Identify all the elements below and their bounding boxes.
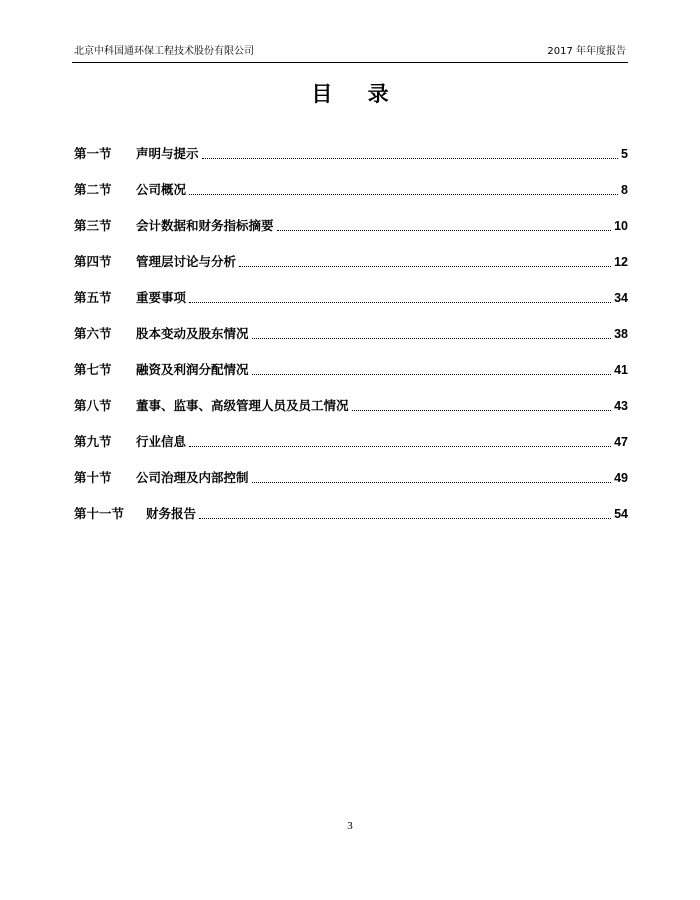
toc-section-number: 第三节 [74, 218, 112, 233]
header-company-name: 北京中科国通环保工程技术股份有限公司 [74, 46, 254, 57]
toc-entry-5[interactable] [74, 270, 628, 306]
toc-section-title: 融资及利润分配情况 [136, 362, 249, 377]
toc-page-number: 38 [614, 327, 628, 341]
toc-section-title: 管理层讨论与分析 [136, 254, 237, 269]
toc-entry-9[interactable] [74, 414, 628, 450]
toc-entry-2[interactable] [74, 162, 628, 198]
toc-dot-leader [239, 265, 611, 267]
toc-section-number: 第五节 [74, 290, 112, 305]
toc-section-number: 第十一节 [74, 506, 125, 521]
toc-page-number: 43 [614, 399, 628, 413]
toc-heading: 目 录 [311, 82, 403, 106]
toc-entry-6[interactable] [74, 306, 628, 342]
toc-section-title: 公司概况 [136, 182, 187, 197]
toc-section-number: 第二节 [74, 182, 112, 197]
toc-page-number: 5 [621, 147, 628, 161]
toc-entry-1[interactable] [74, 126, 628, 162]
toc-section-title: 会计数据和财务指标摘要 [136, 218, 274, 233]
toc-section-number: 第六节 [74, 326, 112, 341]
toc-entry-7[interactable] [74, 342, 628, 378]
toc-dot-leader [277, 229, 612, 231]
toc-section-number: 第九节 [74, 434, 112, 449]
toc-entry-4[interactable] [74, 234, 628, 270]
toc-section-title: 财务报告 [146, 506, 197, 521]
toc-page-number: 47 [614, 435, 628, 449]
toc-dot-leader [189, 193, 618, 195]
toc-page-number: 12 [614, 255, 628, 269]
toc-section-title: 行业信息 [136, 434, 187, 449]
toc-page-number: 54 [614, 507, 628, 521]
toc-dot-leader [252, 481, 612, 483]
page-number: 3 [347, 820, 353, 832]
toc-section-title: 声明与提示 [136, 146, 199, 161]
toc-page-number: 49 [614, 471, 628, 485]
header-report-title: 2017 年年度报告 [547, 46, 626, 57]
toc-dot-leader [202, 157, 619, 159]
toc-section-number: 第四节 [74, 254, 112, 269]
toc-page-number: 41 [614, 363, 628, 377]
toc-section-number: 第一节 [74, 146, 112, 161]
toc-section-title: 董事、监事、高级管理人员及员工情况 [136, 398, 349, 413]
toc-page-number: 10 [614, 219, 628, 233]
toc-dot-leader [199, 517, 611, 519]
page-header [72, 44, 628, 63]
toc-section-number: 第八节 [74, 398, 112, 413]
toc-section-title: 公司治理及内部控制 [136, 470, 249, 485]
toc-dot-leader [352, 409, 612, 411]
toc-entry-10[interactable] [74, 450, 628, 486]
toc-section-title: 重要事项 [136, 290, 187, 305]
toc-dot-leader [252, 373, 612, 375]
toc-dot-leader [189, 301, 611, 303]
toc-dot-leader [252, 337, 612, 339]
toc-dot-leader [189, 445, 611, 447]
toc-section-title: 股本变动及股东情况 [136, 326, 249, 341]
toc-entry-3[interactable] [74, 198, 628, 234]
toc-section-number: 第七节 [74, 362, 112, 377]
toc-page-number: 34 [614, 291, 628, 305]
toc-entry-8[interactable] [74, 378, 628, 414]
toc-section-number: 第十节 [74, 470, 112, 485]
toc-entry-11[interactable] [74, 486, 628, 522]
toc-page-number: 8 [621, 183, 628, 197]
table-of-contents [74, 126, 628, 522]
